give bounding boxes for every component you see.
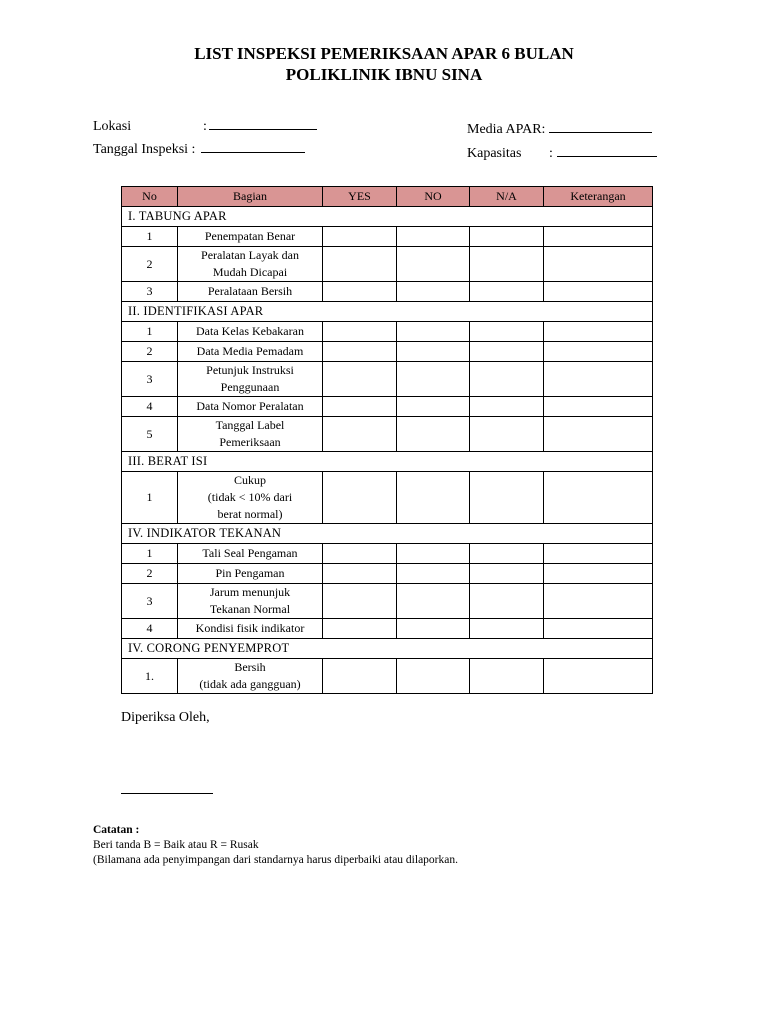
section-row bbox=[122, 524, 653, 544]
notes-line-2: (Bilamana ada penyimpangan dari standarnya harus diperbaiki atau dilaporkan. bbox=[93, 854, 458, 866]
media-blank[interactable] bbox=[549, 119, 652, 133]
signature-line[interactable] bbox=[121, 793, 213, 794]
na-cell[interactable] bbox=[470, 417, 544, 452]
no-cell[interactable] bbox=[397, 417, 470, 452]
keterangan-cell[interactable] bbox=[544, 322, 653, 342]
yes-cell[interactable] bbox=[323, 342, 397, 362]
yes-cell[interactable] bbox=[323, 544, 397, 564]
na-cell[interactable] bbox=[470, 282, 544, 302]
keterangan-cell[interactable] bbox=[544, 659, 653, 694]
row-item: Petunjuk Instruksi Penggunaan bbox=[178, 362, 323, 397]
no-cell[interactable] bbox=[397, 564, 470, 584]
row-no: 1 bbox=[122, 472, 178, 524]
kapasitas-label: Kapasitas bbox=[467, 146, 522, 161]
kapasitas-blank[interactable] bbox=[557, 143, 657, 157]
row-item: Kondisi fisik indikator bbox=[178, 619, 323, 639]
yes-cell[interactable] bbox=[323, 227, 397, 247]
tanggal-blank[interactable] bbox=[201, 139, 305, 153]
kapasitas-colon: : bbox=[549, 146, 553, 161]
row-no: 1. bbox=[122, 659, 178, 694]
table-row bbox=[122, 282, 653, 302]
table-row bbox=[122, 322, 653, 342]
yes-cell[interactable] bbox=[323, 659, 397, 694]
header-bagian: Bagian bbox=[178, 187, 323, 207]
keterangan-cell[interactable] bbox=[544, 247, 653, 282]
keterangan-cell[interactable] bbox=[544, 544, 653, 564]
row-item: Penempatan Benar bbox=[178, 227, 323, 247]
keterangan-cell[interactable] bbox=[544, 282, 653, 302]
yes-cell[interactable] bbox=[323, 362, 397, 397]
section-title: IV. INDIKATOR TEKANAN bbox=[122, 524, 653, 544]
section-row bbox=[122, 452, 653, 472]
na-cell[interactable] bbox=[470, 619, 544, 639]
yes-cell[interactable] bbox=[323, 619, 397, 639]
row-no: 3 bbox=[122, 584, 178, 619]
section-row bbox=[122, 207, 653, 227]
inspection-table bbox=[121, 186, 653, 694]
yes-cell[interactable] bbox=[323, 397, 397, 417]
no-cell[interactable] bbox=[397, 659, 470, 694]
na-cell[interactable] bbox=[470, 362, 544, 397]
keterangan-cell[interactable] bbox=[544, 342, 653, 362]
section-row bbox=[122, 302, 653, 322]
lokasi-label: Lokasi bbox=[93, 119, 132, 134]
lokasi-field bbox=[93, 116, 317, 135]
header-no: No bbox=[122, 187, 178, 207]
na-cell[interactable] bbox=[470, 227, 544, 247]
row-item: Jarum menunjuk Tekanan Normal bbox=[178, 584, 323, 619]
row-item: Peralataan Bersih bbox=[178, 282, 323, 302]
checked-by-label: Diperiksa Oleh, bbox=[121, 710, 210, 725]
header-no-col: NO bbox=[397, 187, 470, 207]
table-row bbox=[122, 659, 653, 694]
section-title: III. BERAT ISI bbox=[122, 452, 653, 472]
section-row bbox=[122, 639, 653, 659]
table-row bbox=[122, 619, 653, 639]
notes-block bbox=[93, 823, 458, 868]
section-title: IV. CORONG PENYEMPROT bbox=[122, 639, 653, 659]
row-no: 4 bbox=[122, 397, 178, 417]
yes-cell[interactable] bbox=[323, 417, 397, 452]
keterangan-cell[interactable] bbox=[544, 584, 653, 619]
table-row bbox=[122, 584, 653, 619]
no-cell[interactable] bbox=[397, 227, 470, 247]
section-title: II. IDENTIFIKASI APAR bbox=[122, 302, 653, 322]
no-cell[interactable] bbox=[397, 397, 470, 417]
table-row bbox=[122, 417, 653, 452]
row-no: 3 bbox=[122, 282, 178, 302]
no-cell[interactable] bbox=[397, 362, 470, 397]
no-cell[interactable] bbox=[397, 619, 470, 639]
yes-cell[interactable] bbox=[323, 247, 397, 282]
row-no: 2 bbox=[122, 247, 178, 282]
tanggal-field bbox=[93, 139, 305, 158]
table-row bbox=[122, 544, 653, 564]
table-row bbox=[122, 397, 653, 417]
row-no: 2 bbox=[122, 564, 178, 584]
row-item: Pin Pengaman bbox=[178, 564, 323, 584]
media-field bbox=[467, 119, 652, 138]
row-item: Peralatan Layak dan Mudah Dicapai bbox=[178, 247, 323, 282]
row-no: 1 bbox=[122, 322, 178, 342]
na-cell[interactable] bbox=[470, 247, 544, 282]
no-cell[interactable] bbox=[397, 322, 470, 342]
section-title: I. TABUNG APAR bbox=[122, 207, 653, 227]
no-cell[interactable] bbox=[397, 282, 470, 302]
na-cell[interactable] bbox=[470, 342, 544, 362]
kapasitas-field bbox=[467, 143, 657, 162]
row-item: Data Nomor Peralatan bbox=[178, 397, 323, 417]
no-cell[interactable] bbox=[397, 342, 470, 362]
row-item: Tanggal Label Pemeriksaan bbox=[178, 417, 323, 452]
na-cell[interactable] bbox=[470, 564, 544, 584]
table-row bbox=[122, 564, 653, 584]
yes-cell[interactable] bbox=[323, 584, 397, 619]
keterangan-cell[interactable] bbox=[544, 397, 653, 417]
keterangan-cell[interactable] bbox=[544, 564, 653, 584]
na-cell[interactable] bbox=[470, 544, 544, 564]
header-keterangan: Keterangan bbox=[544, 187, 653, 207]
keterangan-cell[interactable] bbox=[544, 472, 653, 524]
keterangan-cell[interactable] bbox=[544, 619, 653, 639]
row-no: 1 bbox=[122, 227, 178, 247]
keterangan-cell[interactable] bbox=[544, 417, 653, 452]
table-row bbox=[122, 472, 653, 524]
notes-line-1: Beri tanda B = Baik atau R = Rusak bbox=[93, 839, 259, 851]
table-row bbox=[122, 362, 653, 397]
no-cell[interactable] bbox=[397, 544, 470, 564]
no-cell[interactable] bbox=[397, 472, 470, 524]
na-cell[interactable] bbox=[470, 659, 544, 694]
keterangan-cell[interactable] bbox=[544, 227, 653, 247]
row-no: 2 bbox=[122, 342, 178, 362]
yes-cell[interactable] bbox=[323, 282, 397, 302]
row-item: Tali Seal Pengaman bbox=[178, 544, 323, 564]
keterangan-cell[interactable] bbox=[544, 362, 653, 397]
lokasi-blank[interactable] bbox=[209, 116, 317, 130]
row-item: Data Kelas Kebakaran bbox=[178, 322, 323, 342]
na-cell[interactable] bbox=[470, 322, 544, 342]
lokasi-colon: : bbox=[203, 119, 207, 134]
na-cell[interactable] bbox=[470, 472, 544, 524]
row-item: Bersih (tidak ada gangguan) bbox=[178, 659, 323, 694]
na-cell[interactable] bbox=[470, 397, 544, 417]
table-row bbox=[122, 247, 653, 282]
table-header-row bbox=[122, 187, 653, 207]
row-item: Cukup (tidak < 10% dari berat normal) bbox=[178, 472, 323, 524]
row-no: 4 bbox=[122, 619, 178, 639]
yes-cell[interactable] bbox=[323, 564, 397, 584]
header-na: N/A bbox=[470, 187, 544, 207]
row-no: 1 bbox=[122, 544, 178, 564]
yes-cell[interactable] bbox=[323, 472, 397, 524]
no-cell[interactable] bbox=[397, 247, 470, 282]
header-yes: YES bbox=[323, 187, 397, 207]
yes-cell[interactable] bbox=[323, 322, 397, 342]
tanggal-label: Tanggal Inspeksi : bbox=[93, 142, 196, 157]
table-row bbox=[122, 227, 653, 247]
media-label: Media APAR: bbox=[467, 122, 546, 137]
na-cell[interactable] bbox=[470, 584, 544, 619]
table-row bbox=[122, 342, 653, 362]
no-cell[interactable] bbox=[397, 584, 470, 619]
notes-title: Catatan : bbox=[93, 824, 140, 836]
document-subtitle: POLIKLINIK IBNU SINA bbox=[285, 65, 483, 84]
row-no: 3 bbox=[122, 362, 178, 397]
row-item: Data Media Pemadam bbox=[178, 342, 323, 362]
row-no: 5 bbox=[122, 417, 178, 452]
document-title: LIST INSPEKSI PEMERIKSAAN APAR 6 BULAN bbox=[194, 44, 574, 63]
